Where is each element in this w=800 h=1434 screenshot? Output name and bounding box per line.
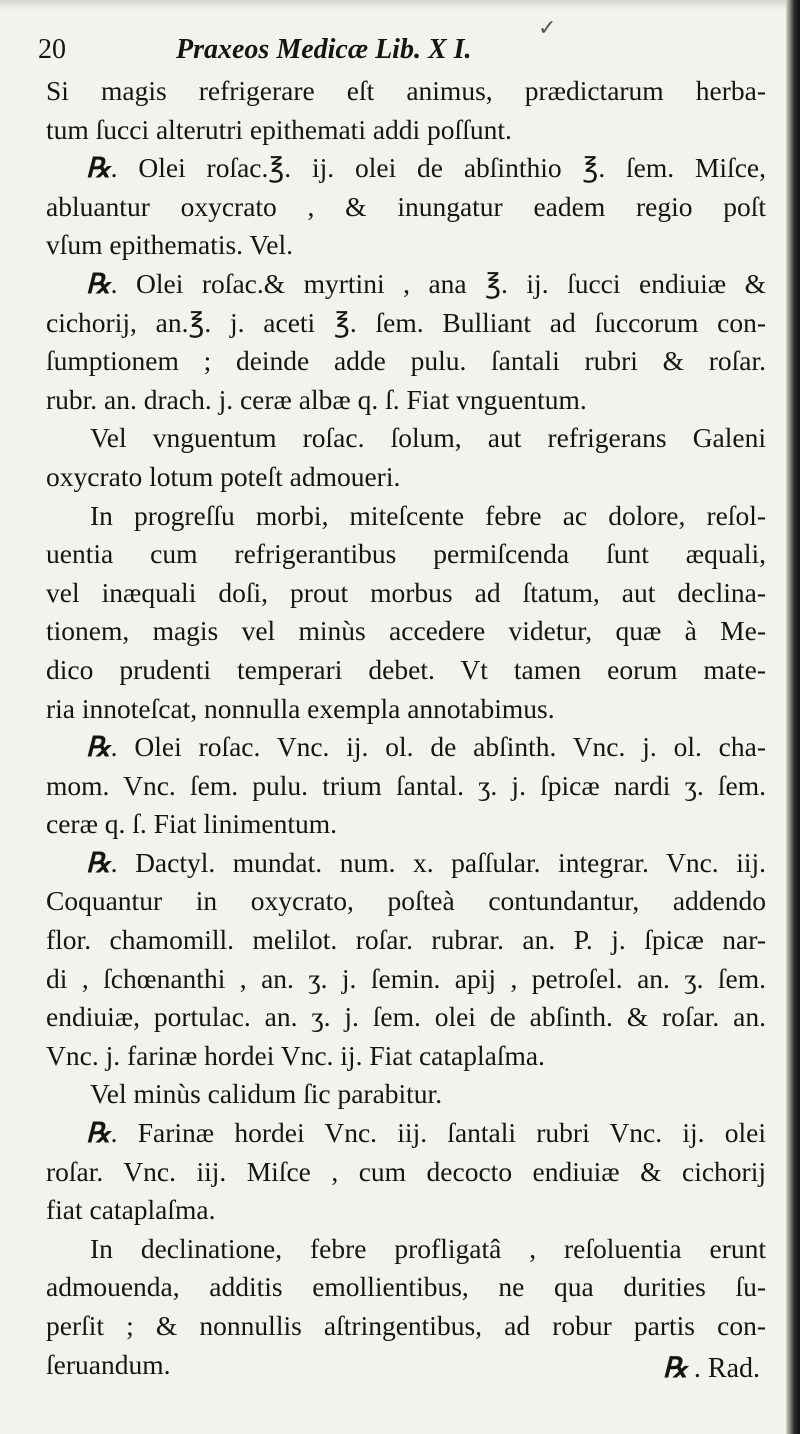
text-line: [46, 226, 766, 265]
recipe-symbol-icon: ℞: [86, 731, 111, 763]
text-line: [46, 304, 766, 343]
text-line: [46, 458, 766, 497]
text-line-content: Vel minùs calidum ſic parabitur.: [90, 1078, 443, 1110]
text-line: [46, 1075, 766, 1114]
text-line-content: Vnc. j. farinæ hordei Vnc. ij. Fiat cataplaſma.: [46, 1039, 545, 1071]
text-line-content: roſar. Vnc. iij. Miſce , cum decocto endiuiæ & cichorij: [46, 1155, 766, 1187]
text-line: [46, 111, 766, 150]
text-line: [46, 921, 766, 960]
text-line: [46, 728, 766, 767]
recipe-symbol-icon: ℞: [86, 846, 111, 878]
text-line: [46, 1268, 766, 1307]
text-line: [46, 882, 766, 921]
text-line-content: Si magis refrigerare eſt animus, prædictarum herba-: [46, 75, 766, 106]
text-line-content: admouenda, additis emollientibus, ne qua durities ſu-: [46, 1271, 766, 1303]
recipe-symbol-icon: ℞: [86, 1117, 111, 1149]
text-line-content: ſumptionem ; deinde adde pulu. ſantali rubri & roſar.: [46, 345, 766, 377]
text-line: [46, 574, 766, 613]
catchword: [663, 1349, 760, 1389]
text-line: [46, 612, 766, 651]
recipe-symbol-icon: ℞: [662, 1353, 688, 1384]
text-line-content: . Olei roſac.& myrtini , ana ℥. ij. ſucci endiuiæ &: [110, 267, 766, 299]
text-line: [46, 188, 766, 227]
text-line: [46, 72, 766, 111]
text-line: [46, 1346, 766, 1385]
text-line: [46, 998, 766, 1037]
text-line: [46, 767, 766, 806]
text-line: [46, 535, 766, 574]
text-line-content: In declinatione, febre profligatâ , reſoluentia erunt: [90, 1232, 766, 1264]
page-top-shadow: [0, 0, 800, 10]
text-line-content: tum ſucci alterutri epithemati addi poſſunt.: [46, 113, 512, 145]
text-line: [46, 844, 766, 883]
text-line-content: oxycrato lotum poteſt admoueri.: [46, 460, 401, 492]
text-line-content: abluantur oxycrato , & inungatur eadem regio poſt: [46, 190, 766, 222]
running-title: Praxeos Medicæ Lib. X I.: [176, 34, 472, 65]
text-line-content: . Dactyl. mundat. num. x. paſſular. integrar. Vnc. iij.: [110, 846, 766, 878]
text-line-content: di , ſchœnanthi , an. ʒ. j. ſemin. apij , petroſel. an. ʒ. ſem.: [46, 962, 766, 994]
text-line-content: dico prudenti temperari debet. Vt tamen eorum mate-: [46, 653, 766, 685]
text-line-content: vel inæquali doſi, prout morbus ad ſtatum, aut declina-: [46, 576, 766, 608]
text-line: [46, 651, 766, 690]
text-line-content: . Olei roſac. Vnc. ij. ol. de abſinth. Vnc. j. ol. cha-: [110, 731, 766, 763]
page-header: [38, 15, 778, 70]
text-line: [46, 1153, 766, 1192]
text-line: [46, 960, 766, 999]
text-line: [46, 497, 766, 536]
text-line: [46, 1037, 766, 1076]
text-line-content: perſit ; & nonnullis aſtringentibus, ad robur partis con-: [46, 1310, 766, 1341]
text-line-content: Coquantur in oxycrato, poſteà contundantur, addendo: [46, 885, 766, 917]
text-line: [46, 381, 766, 420]
page-number: 20: [38, 34, 66, 65]
text-line: [46, 1230, 766, 1269]
text-line: [46, 342, 766, 381]
text-line-content: endiuiæ, portulac. an. ʒ. j. ſem. olei de abſinth. & roſar. an.: [46, 1001, 766, 1033]
text-line: [46, 1114, 766, 1153]
recipe-symbol-icon: ℞: [86, 152, 111, 184]
text-line-content: uentia cum refrigerantibus permiſcenda ſunt æquali,: [46, 538, 766, 570]
text-line-content: vſum epithematis. Vel.: [46, 229, 293, 261]
text-line-content: In progreſſu morbi, miteſcente febre ac dolore, reſol-: [90, 499, 766, 531]
text-line: [46, 1307, 766, 1346]
text-line: [46, 419, 766, 458]
text-line: [46, 1191, 766, 1230]
text-line: [46, 805, 766, 844]
text-line-content: cichorij, an.℥. j. aceti ℥. ſem. Bulliant ad ſuccorum con-: [46, 306, 766, 338]
page-binding-edge: [786, 0, 800, 1434]
handwritten-tick-mark: ✓: [538, 15, 557, 40]
text-line-content: ſeruandum.: [46, 1348, 171, 1380]
body-text: [46, 72, 766, 1384]
text-line-content: ceræ q. ſ. Fiat linimentum.: [46, 808, 338, 840]
text-line-content: tionem, magis vel minùs accedere videtur, quæ à Me-: [46, 615, 766, 647]
text-line-content: fiat cataplaſma.: [46, 1194, 216, 1226]
text-line-content: mom. Vnc. ſem. pulu. trium ſantal. ʒ. j. ſpicæ nardi ʒ. ſem.: [46, 769, 766, 801]
text-line-content: rubr. an. drach. j. ceræ albæ q. ſ. Fiat vnguentum.: [46, 383, 587, 415]
text-line-content: . Olei roſac.℥. ij. olei de abſinthio ℥. ſem. Miſce,: [110, 152, 766, 184]
recipe-symbol-icon: ℞: [86, 267, 111, 299]
text-line-content: flor. chamomill. melilot. roſar. rubrar. an. P. j. ſpicæ nar-: [46, 924, 766, 956]
text-line: [46, 265, 766, 304]
text-line-content: Vel vnguentum roſac. ſolum, aut refrigerans Galeni: [90, 422, 766, 454]
catchword-text: . Rad.: [693, 1353, 760, 1384]
text-line-content: ria innoteſcat, nonnulla exempla annotabimus.: [46, 692, 555, 724]
text-line-content: . Farinæ hordei Vnc. iij. ſantali rubri Vnc. ij. olei: [110, 1117, 766, 1149]
text-line: [46, 149, 766, 188]
text-line: [46, 690, 766, 729]
